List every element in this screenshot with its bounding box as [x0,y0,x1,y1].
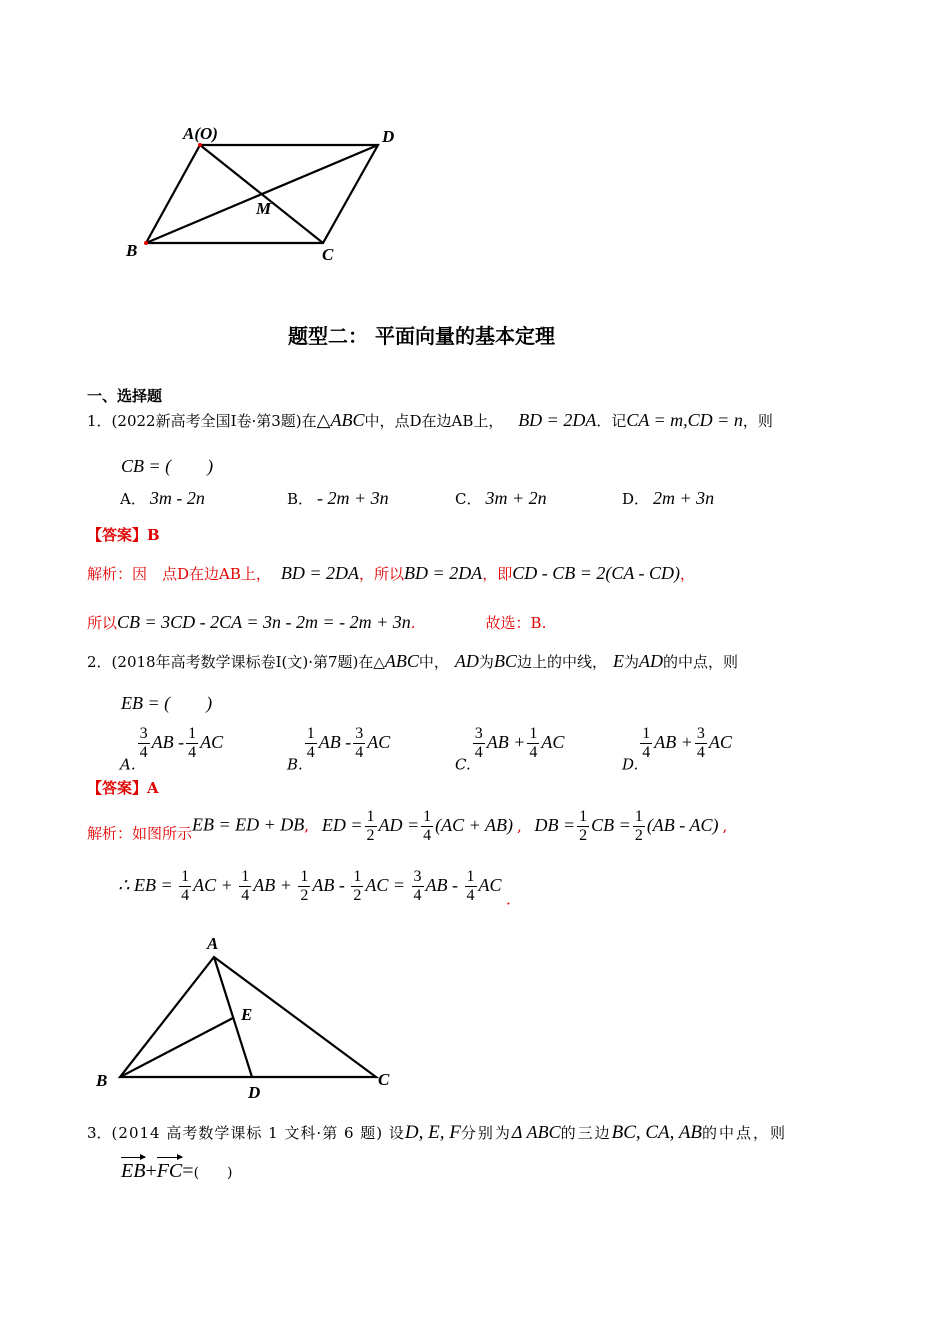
q2-option-a[interactable]: A. $\frac{3}{4}$ AB - $\frac{1}{4}$ AC [120,725,224,774]
parallelogram-figure [110,115,420,275]
q2-stem: 2．(2018年高考数学课标卷Ⅰ(文)·第7题)在△ABC中， AD为BC边上的中线， E为AD的中点，则 [87,651,738,671]
triangle-figure [90,930,410,1105]
label-d: D [248,1083,261,1102]
q1-option-a[interactable]: A． 3m - 2n [120,488,205,508]
q2-solution-line1: 解析：如图所示EB = ED + DB, ED = $\frac{1}{2}$ AD = $\frac{1}{4}$ (AC + AB) , DB = $\frac{1}{2}$ CB = $\frac{1}{2}$ (AB - AC) , [87,808,728,844]
label-b: B [126,241,138,260]
label-a: A [207,934,219,953]
diagonal-bd [146,145,378,243]
q2-option-c[interactable]: C. $\frac{3}{4}$ AB + $\frac{1}{4}$ AC [455,725,565,774]
q2-ask: EB = ( ) [121,693,213,713]
q1-solution-line2: 所以CB = 3CD - 2CA = 3n - 2m = - 2m + 3n. 故选：B. [87,612,547,632]
label-a-o: A(O) [183,124,218,143]
label-c: C [378,1070,390,1089]
q1-option-b[interactable]: B． - 2m + 3n [287,488,389,508]
segment-be [120,1018,233,1077]
q2-option-b[interactable]: B. $\frac{1}{4}$ AB - $\frac{3}{4}$ AC [287,725,391,774]
label-d: D [382,127,395,146]
q1-ask: CB = ( ) [121,456,214,476]
section-title: 题型二： 平面向量的基本定理 [288,324,555,348]
q2-answer: 【答案】A [87,779,159,797]
label-b: B [96,1071,108,1090]
label-c: C [322,245,334,264]
q2-solution-line2: ∴ EB = $\frac{1}{4}$ AC + $\frac{1}{4}$ AB + $\frac{1}{2}$ AB - $\frac{1}{2}$ AC = $\frac{3}{4}$ AB - $\frac{1}{4}$ AC . [118,868,511,909]
label-m: M [256,199,272,218]
q1-option-d[interactable]: D． 2m + 3n [622,488,715,508]
q2-option-d[interactable]: D. $\frac{1}{4}$ AB + $\frac{3}{4}$ AC [622,725,732,774]
q1-option-c[interactable]: C． 3m + 2n [455,488,547,508]
category-heading: 一、选择题 [87,387,163,405]
q1-solution-line1: 解析：因 点D在边AB上， BD = 2DA，所以BD = 2DA，即CD - CB = 2(CA - CD)， [87,563,696,583]
q1-stem: 1．(2022新高考全国I卷·第3题)在△ABC中，点D在边AB上， BD = 2DA．记CA = m,CD = n，则 [87,410,773,430]
q3-stem: 3．(2014 高考数学课标 1 文科·第 6 题) 设D, E, F分别为Δ ABC的三边BC, CA, AB的中点，则 [87,1122,788,1143]
q1-answer: 【答案】B [87,526,160,544]
label-e: E [241,1005,253,1024]
q3-ask: EB+FC=( ) [121,1160,233,1182]
